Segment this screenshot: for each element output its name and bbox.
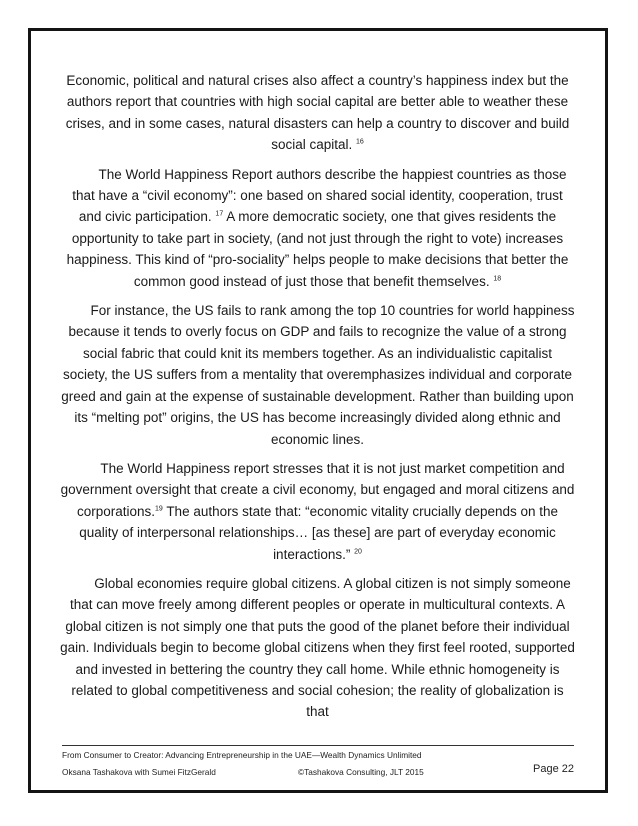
footnote-ref-19: 19 bbox=[155, 505, 163, 513]
page-number: Page 22 bbox=[533, 763, 574, 775]
footer-copyright: ©Tashakova Consulting, JLT 2015 bbox=[298, 767, 424, 777]
footnote-ref-20: 20 bbox=[354, 548, 362, 556]
paragraph-1 bbox=[60, 70, 575, 156]
paragraph-4-text-cont: The authors state that: “economic vitality crucially depends on the quality of interpersonal relationships… [as these] are part of everyday economic interactions.” bbox=[79, 503, 559, 562]
footnote-ref-17: 17 bbox=[215, 210, 224, 218]
paragraph-1-text: Economic, political and natural crises also affect a country’s happiness index but the authors report that countries with high social capital are better able to weather these crises, and in some cases, natural disasters can help a country to discover and build social capital. bbox=[65, 73, 570, 153]
paragraph-2-text-cont: A more democratic society, one that gives residents the opportunity to take part in society, (and not just through the right to vote) increases happiness. This kind of “pro-sociality” helps people to make decisions that better the common good instead of just those that benefit themselves. bbox=[66, 209, 569, 289]
footnote-ref-16: 16 bbox=[356, 138, 364, 146]
page-footer bbox=[62, 748, 574, 780]
paragraph-4-text: The World Happiness report stresses that it is not just market competition and government oversight that create a civil economy, but engaged and moral citizens and corporations. bbox=[60, 460, 575, 519]
paragraph-5-text: Global economies require global citizens. A global citizen is not simply someone that can move freely among different peoples or operate in multicultural contexts. A global citizen is not simply one that puts the good of the planet before their individual gain. Individuals begin to become global citizens when they first feel rooted, supported and invested in bettering the country they call home. While ethnic homogeneity is related to global competitiveness and social cohesion; the reality of globalization is that bbox=[60, 575, 575, 720]
footnote-ref-18: 18 bbox=[493, 275, 502, 283]
paragraph-4 bbox=[60, 458, 575, 565]
footer-divider bbox=[62, 745, 574, 746]
paragraph-2-text: The World Happiness Report authors describe the happiest countries as those that have a “civil economy”: one based on shared social identity, cooperation, trust and civic participation. bbox=[72, 166, 567, 225]
paragraph-5 bbox=[60, 573, 575, 723]
footer-title: From Consumer to Creator: Advancing Entrepreneurship in the UAE—Wealth Dynamics Unlimited bbox=[62, 750, 422, 760]
paragraph-2 bbox=[60, 164, 575, 292]
paragraph-3 bbox=[60, 300, 575, 450]
footer-authors: Oksana Tashakova with Sumei FitzGerald bbox=[62, 767, 216, 777]
footer-details bbox=[62, 762, 574, 780]
paragraph-3-text: For instance, the US fails to rank among the top 10 countries for world happiness because it tends to overly focus on GDP and fails to recognize the value of a strong social fabric that could knit its members together. As an individualistic capitalist society, the US suffers from a mentality that overemphasizes individual and corporate greed and gain at the expense of sustainable development. Rather than building upon its “melting pot” origins, the US has become increasingly divided along ethnic and economic lines. bbox=[61, 303, 575, 447]
document-body bbox=[60, 70, 575, 731]
